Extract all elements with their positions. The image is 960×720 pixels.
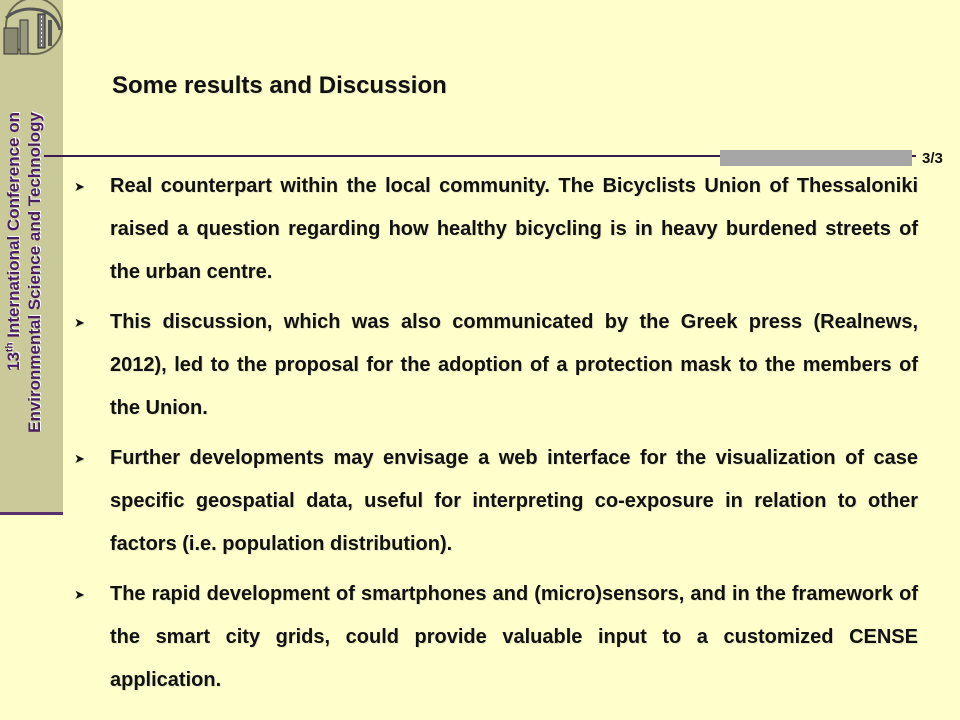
header-divider-bar <box>720 150 912 166</box>
bullet-list <box>72 165 918 709</box>
bullet-item <box>72 437 918 566</box>
sidebar-underline <box>0 512 63 515</box>
arrow-bullet-icon: ➤ <box>74 587 85 602</box>
conference-name-line1: 13th International Conference on <box>4 112 23 371</box>
arrow-bullet-icon: ➤ <box>74 451 85 466</box>
page-number: 3/3 <box>922 150 943 167</box>
conference-name <box>3 112 45 492</box>
arrow-bullet-icon: ➤ <box>74 315 85 330</box>
bullet-text: Further developments may envisage a web interface for the visualization of case specific geospatial data, useful for interpreting co-exposure in relation to other factors (i.e. population distribution). <box>110 447 918 555</box>
page-title: Some results and Discussion <box>112 72 447 99</box>
bullet-text: Real counterpart within the local community. The Bicyclists Union of Thessaloniki raised a question regarding how healthy bicycling is in heavy burdened streets of the urban centre. <box>110 175 918 283</box>
conference-name-line2: Environmental Science and Technology <box>25 112 44 433</box>
arrow-bullet-icon: ➤ <box>74 179 85 194</box>
conference-logo-icon <box>0 0 64 56</box>
bullet-text: The rapid development of smartphones and (micro)sensors, and in the framework of the smart city grids, could provide valuable input to a customized CENSE application. <box>110 583 918 691</box>
bullet-item <box>72 573 918 702</box>
bullet-item <box>72 301 918 430</box>
bullet-text: This discussion, which was also communicated by the Greek press (Realnews, 2012), led to the proposal for the adoption of a protection mask to the members of the Union. <box>110 311 918 419</box>
bullet-item <box>72 165 918 294</box>
